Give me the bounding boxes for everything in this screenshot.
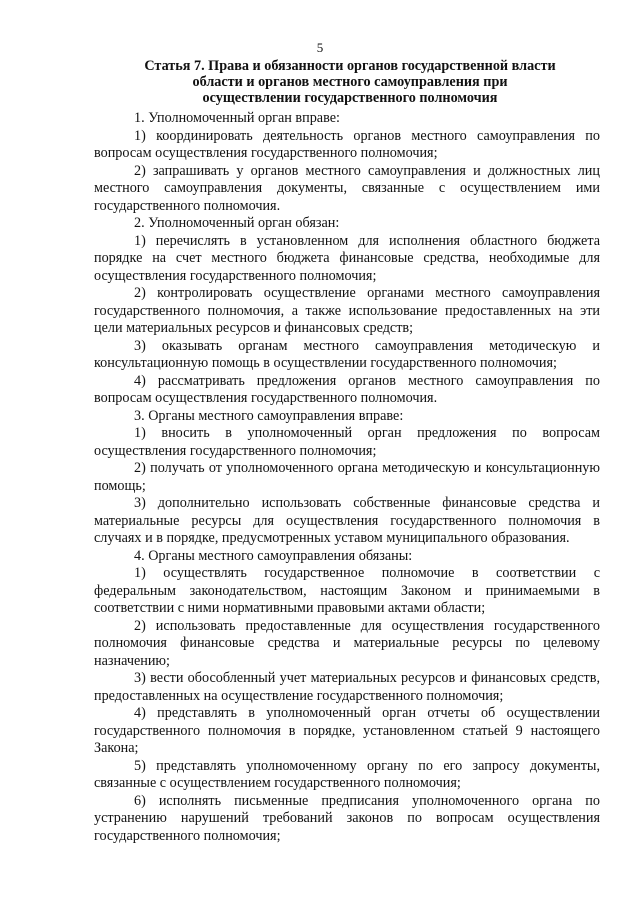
clause-4-item-3: 3) вести обособленный учет материальных ресурсов и финансовых средств, предоставленных на осуществление государственного полномочия; bbox=[94, 670, 600, 704]
clause-2-item-3: 3) оказывать органам местного самоуправления методическую и консультационную помощь в осуществлении государственного полномочия; bbox=[94, 337, 600, 371]
clause-3-item-2: 2) получать от уполномоченного органа методическую и консультационную помощь; bbox=[94, 460, 600, 494]
clause-4-item-4: 4) представлять в уполномоченный орган отчеты об осуществлении государственного полномочия в порядке, установленном статьей 9 настоящего Закона; bbox=[94, 705, 600, 756]
clause-4-item-6: 6) исполнять письменные предписания уполномоченного органа по устранению нарушений требований законов по вопросам осуществления государственного полномочия; bbox=[94, 792, 600, 844]
page-number: 5 bbox=[316, 40, 324, 55]
clause-1-item-1: 1) координировать деятельность органов местного самоуправления по вопросам осуществления государственного полномочия; bbox=[94, 127, 600, 161]
clause-1-intro: 1. Уполномоченный орган вправе: bbox=[134, 110, 340, 126]
clause-4-item-5: 5) представлять уполномоченному органу по его запросу документы, связанные с осуществлением государственного полномочия; bbox=[94, 757, 600, 791]
clause-1-item-2: 2) запрашивать у органов местного самоуправления и должностных лиц местного самоуправления документы, связанные с осуществлением ими государственного полномочия. bbox=[94, 162, 600, 214]
clause-2-item-2: 2) контролировать осуществление органами местного самоуправления государственного полномочия, а также использование предоставленных на эти цели материальных ресурсов и финансовых средств; bbox=[94, 285, 600, 336]
article-heading-line-2: области и органов местного самоуправления при bbox=[192, 74, 508, 90]
article-heading bbox=[120, 58, 580, 106]
clause-2-item-4: 4) рассматривать предложения органов местного самоуправления по вопросам осуществления государственного полномочия. bbox=[94, 372, 600, 406]
article-heading-line-3: осуществлении государственного полномочия bbox=[202, 90, 498, 106]
clause-2-intro: 2. Уполномоченный орган обязан: bbox=[134, 215, 340, 231]
clause-4-item-2: 2) использовать предоставленные для осуществления государственного полномочия финансовые средства и материальные ресурсы по целевому назначению; bbox=[94, 617, 600, 669]
clause-4-item-1: 1) осуществлять государственное полномочие в соответствии с федеральным законодательством, настоящим Законом и принимаемыми в соответствии с ними нормативными правовыми актами области; bbox=[94, 565, 600, 616]
clause-3-intro: 3. Органы местного самоуправления вправе: bbox=[134, 407, 404, 424]
article-heading-line-1: Статья 7. Права и обязанности органов государственной власти bbox=[144, 58, 556, 74]
clause-3-item-3: 3) дополнительно использовать собственные финансовые средства и материальные ресурсы для осуществления государственного полномочия в случаях и в порядке, предусмотренных уставом муниципального образования. bbox=[94, 495, 600, 546]
clause-3-item-1: 1) вносить в уполномоченный орган предложения по вопросам осуществления государственного полномочия; bbox=[94, 425, 600, 459]
clause-2-item-1: 1) перечислять в установленном для исполнения областного бюджета порядке на счет местного бюджета финансовые средства, необходимые для осуществления государственного полномочия; bbox=[94, 232, 600, 284]
article-body bbox=[94, 110, 600, 845]
clause-4-intro: 4. Органы местного самоуправления обязаны: bbox=[134, 547, 413, 564]
